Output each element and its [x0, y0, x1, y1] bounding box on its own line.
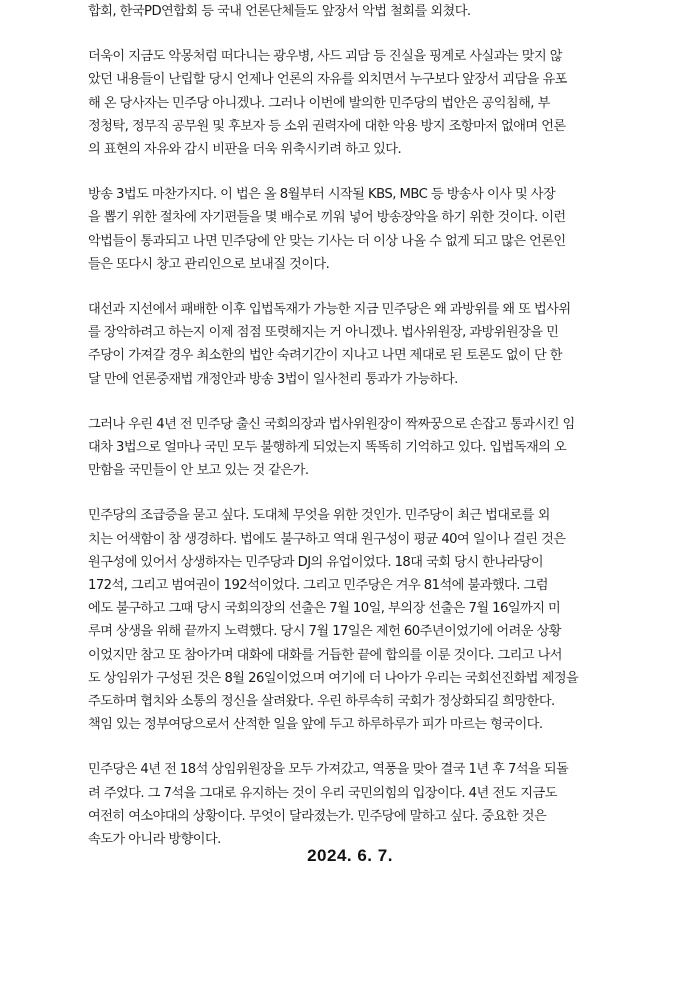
statement-date: 2024. 6. 7. — [307, 846, 393, 865]
text-line: 책임 있는 정부여당으로서 산적한 일을 앞에 두고 하루하루가 피가 마르는 형국이다. — [88, 717, 543, 733]
text-line: 대선과 지선에서 패배한 이후 입법독재가 가능한 지금 민주당은 왜 과방위를 왜 또 법사위 — [88, 302, 571, 318]
text-line: 그러나 우린 4년 전 민주당 출신 국회의장과 법사위원장이 짝짜꿍으로 손잡고 통과시킨 임 — [88, 416, 575, 432]
text-line: 도 상임위가 구성된 것은 8월 26일이었으며 여기에 더 나아가 우리는 국회선진화법 제정을 — [88, 670, 579, 686]
text-line: 여전히 여소야대의 상황이다. 무엇이 달라졌는가. 민주당에 말하고 싶다. 중요한 것은 — [88, 808, 547, 824]
text-line: 려 주었다. 그 7석을 그대로 유지하는 것이 우리 국민의힘의 입장이다. 4년 전도 지금도 — [88, 785, 557, 801]
text-line: 를 장악하려고 하는지 이제 점점 또렷해지는 거 아니겠나. 법사위원장, 과방위원장을 민 — [88, 325, 559, 341]
text-line: 주당이 가져갈 경우 최소한의 법안 숙려기간이 지나고 나면 제대로 된 토론도 없이 단 한 — [88, 348, 562, 364]
paragraph — [88, 413, 628, 483]
text-line: 만함을 국민들이 안 보고 있는 것 같은가. — [88, 463, 309, 479]
text-line: 합회, 한국PD연합회 등 국내 언론단체들도 앞장서 악법 철회를 외쳤다. — [88, 4, 471, 19]
text-line: 민주당은 4년 전 18석 상임위원장을 모두 가져갔고, 역풍을 맞아 결국 1년 후 7석을 되돌 — [88, 762, 569, 778]
text-line: 루며 상생을 위해 끝까지 노력했다. 당시 7월 17일은 제헌 60주년이었기에 어려운 상황 — [88, 624, 561, 640]
text-line: 대차 3법으로 얼마나 국민 모두 불행하게 되었는지 똑똑히 기억하고 있다. 입법독재의 오 — [88, 440, 567, 456]
text-line: 이었지만 참고 또 참아가며 대화에 대화를 거듭한 끝에 합의를 이룬 것이다. 그리고 나서 — [88, 647, 562, 663]
paragraph — [88, 45, 628, 161]
statement-body — [88, 0, 628, 873]
text-line: 해 온 당사자는 민주당 아니겠나. 그러나 이번에 발의한 민주당의 법안은 공익침해, 부 — [88, 95, 550, 111]
text-line: 치는 어색함이 참 생경하다. 법에도 불구하고 역대 원구성이 평균 40여 일이나 걸린 것은 — [88, 531, 566, 547]
text-line: 172석, 그리고 범여권이 192석이었다. 그리고 민주당은 겨우 81석에 불과했다. 그럼 — [88, 578, 548, 594]
text-line: 원구성에 있어서 상생하자는 민주당과 DJ의 유업이었다. 18대 국회 당시 한나라당이 — [88, 554, 544, 570]
text-line: 들은 또다시 창고 관리인으로 보내질 것이다. — [88, 256, 330, 272]
text-line: 정청탁, 정무직 공무원 및 후보자 등 소위 권력자에 대한 악용 방지 조항마저 없애며 언론 — [88, 118, 566, 134]
paragraph — [88, 298, 628, 391]
text-line: 의 표현의 자유와 감시 비판을 더욱 위축시키려 하고 있다. — [88, 142, 402, 158]
text-line: 달 만에 언론중재법 개정안과 방송 3법이 일사천리 통과가 가능하다. — [88, 371, 458, 387]
text-line: 속도가 아니라 방향이다. — [88, 832, 221, 848]
paragraph — [88, 758, 628, 851]
paragraph — [88, 0, 628, 23]
text-line: 악법들이 통과되고 나면 민주당에 안 맞는 기사는 더 이상 나올 수 없게 되고 많은 언론인 — [88, 233, 566, 249]
text-line: 방송 3법도 마찬가지다. 이 법은 올 8월부터 시작될 KBS, MBC 등 방송사 이사 및 사장 — [88, 187, 556, 203]
text-line: 민주당의 조급증을 묻고 싶다. 도대체 무엇을 위한 것인가. 민주당이 최근 법대로를 외 — [88, 508, 550, 524]
paragraph — [88, 183, 628, 276]
text-line: 더욱이 지금도 악몽처럼 떠다니는 광우병, 사드 괴담 등 진실을 핑계로 사실과는 맞지 않 — [88, 49, 562, 65]
text-line: 주도하며 협치와 소통의 정신을 살려왔다. 우린 하루속히 국회가 정상화되길 희망한다. — [88, 694, 555, 710]
text-line: 았던 내용들이 난립할 당시 언제나 언론의 자유를 외치면서 누구보다 앞장서 괴담을 유포 — [88, 72, 567, 88]
text-line: 에도 불구하고 그때 당시 국회의장의 선출은 7월 10일, 부의장 선출은 7월 16일까지 미 — [88, 601, 561, 617]
paragraph — [88, 504, 628, 736]
text-line: 을 뽑기 위한 절차에 자기편들을 몇 배수로 끼워 넣어 방송장악을 하기 위한 것이다. 이런 — [88, 210, 566, 226]
